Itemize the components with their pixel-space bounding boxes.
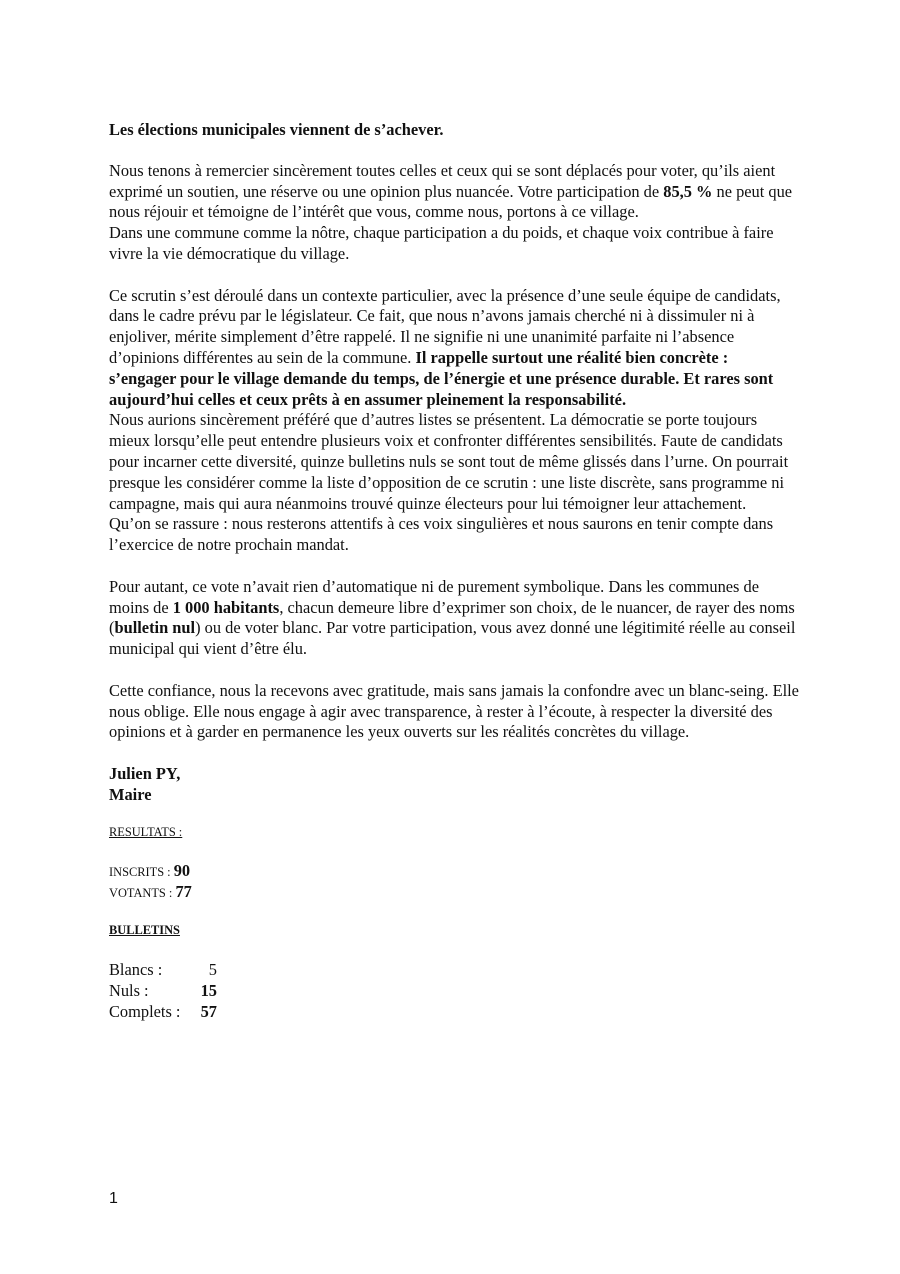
votants-line xyxy=(109,882,799,903)
paragraph-opposition: Nous aurions sincèrement préféré que d’autres listes se présentent. La démocratie se porte toujours mieux lorsqu’elle peut entendre plusieurs voix et confronter différentes sensibilités. Faute de candidats pour incarner cette diversité, quinze bulletins nuls se sont tout de même glissés dans l’urne. On pourrait presque les considérer comme la liste d’opposition de ce scrutin : une liste discrète, sans programme ni campagne, mais qui aura néanmoins trouvé quinze électeurs pour lui témoigner leur attachement. xyxy=(109,410,789,513)
paragraph-weight: Dans une commune comme la nôtre, chaque participation a du poids, et chaque voix contribue à faire vivre la vie démocratique du village. xyxy=(109,223,774,263)
votants-value: 77 xyxy=(175,882,192,902)
paragraph-reassure: Qu’on se rassure : nous resterons attentifs à ces voix singulières et nous saurons en tenir compte dans l’exercice de notre prochain mandat. xyxy=(109,514,774,555)
bulletins-value: 5 xyxy=(208,960,217,980)
bulletins-row-nuls xyxy=(109,980,799,1001)
signature-block xyxy=(109,763,799,805)
bulletins-table xyxy=(109,959,799,1022)
results-stats xyxy=(109,861,799,903)
votants-label: VOTANTS : xyxy=(109,886,176,901)
bulletins-row-complets xyxy=(109,1001,799,1022)
participation-rate: 85,5 % xyxy=(663,181,713,201)
bulletins-label: Complets : xyxy=(109,1002,181,1022)
bulletins-heading: BULLETINS xyxy=(109,923,180,938)
letter-body xyxy=(109,120,799,1022)
results-heading: RESULTATS : xyxy=(109,825,183,840)
inscrits-label: INSCRITS : xyxy=(109,865,174,880)
bulletins-label: Blancs : xyxy=(109,960,163,980)
paragraph-vote xyxy=(109,577,799,660)
bulletins-row-blancs xyxy=(109,959,799,980)
bulletins-value: 57 xyxy=(200,1002,217,1022)
paragraph-trust: Cette confiance, nous la recevons avec gratitude, mais sans jamais la confondre avec un blanc-seing. Elle nous oblige. Elle nous engage à agir avec transparence, à rester à l’écoute, à respecter la diversité des opinions et à garder en permanence les yeux ouverts sur les réalités concrètes du village. xyxy=(109,680,799,742)
signature-name: Julien PY, xyxy=(109,764,181,784)
bulletins-label: Nuls : xyxy=(109,981,149,1001)
page-number: 1 xyxy=(109,1190,118,1207)
paragraph-thanks-text-c: ne peut que nous réjouir et témoigne de l’intérêt que vous, comme nous, portons à ce village. xyxy=(109,181,793,222)
paragraph-context-text: Ce scrutin s’est déroulé dans un contexte particulier, avec la présence d’une seule équipe de candidats, dans le cadre prévu par le législateur. Ce fait, que nous n’avons jamais cherché ni à dissimuler ni à enjoliver, mérite simplement d’être rappelé. Il ne signifie ni une unanimité parfaite ni l’absence d’opinions différentes au sein de la commune. xyxy=(109,285,781,367)
signature-role: Maire xyxy=(109,785,152,805)
inscrits-value: 90 xyxy=(173,861,191,881)
inscrits-line xyxy=(109,861,799,882)
paragraph-vote-text-e: ) ou de voter blanc. Par votre participation, vous avez donné une légitimité réelle au conseil municipal qui vient d’être élu. xyxy=(109,618,796,659)
paragraph-vote-text-c: , chacun demeure libre d’exprimer son choix, de le nuancer, de rayer des noms ( xyxy=(109,597,795,638)
paragraph-context-emphasis: Il rappelle surtout une réalité bien concrète : s’engager pour le village demande du temps, de l’énergie et une présence durable. Et rares sont aujourd’hui celles et ceux prêts à en assumer pleinement la responsabilité. xyxy=(109,347,774,409)
bulletins-value: 15 xyxy=(200,981,217,1001)
letter-title: Les élections municipales viennent de s’achever. xyxy=(109,120,444,139)
inhabitants-threshold: 1 000 habitants xyxy=(172,597,280,617)
paragraph-vote-text-a: Pour autant, ce vote n’avait rien d’automatique ni de purement symbolique. Dans les communes de moins de xyxy=(109,576,759,617)
paragraph-context xyxy=(109,286,799,411)
paragraph-thanks-text-a: Nous tenons à remercier sincèrement toutes celles et ceux qui se sont déplacés pour voter, qu’ils aient exprimé un soutien, une réserve ou une opinion plus nuancée. Votre participation de xyxy=(109,160,776,201)
paragraph-thanks xyxy=(109,161,799,223)
bulletin-nul-term: bulletin nul xyxy=(114,618,196,638)
